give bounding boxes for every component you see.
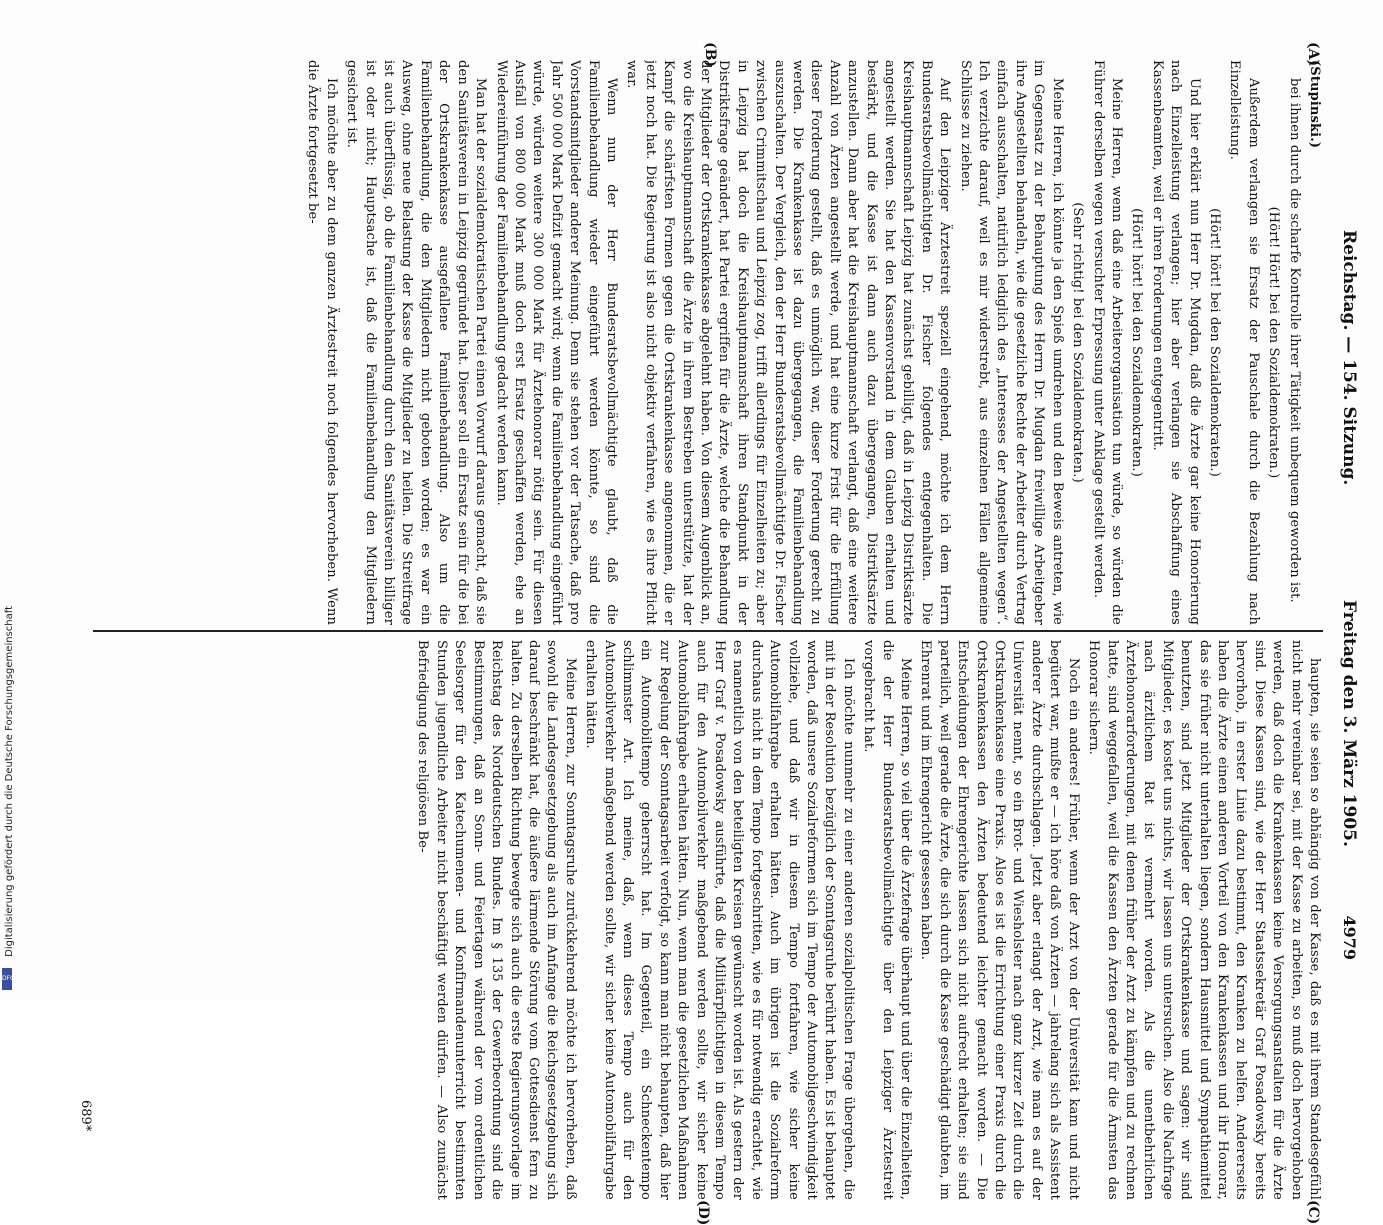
paragraph: Außerdem verlangen sie Ersatz der Pauschale durch die Bezahlung nach Einzelleistung.: [1227, 60, 1261, 625]
paragraph: (Sehr richtig! bei den Sozialdemokraten.): [1070, 202, 1086, 483]
margin-marker-c: (C): [1305, 1200, 1321, 1225]
paragraph: Ich möchte nunmehr zu einer anderen sozialpolitischen Frage übergehen, die mit in der Resolution bezüglich der Sonntagsruhe berührt haben. Es ist behauptet worden, daß unsere Sozialreformen sich im Tempo der Automobilgeschwindigkeit vollziehe, und daß wir in diesem Tempo fortfahren, wie sicher keine Automobilfahrgabe erhalten hätten. Auch im übrigen ist die Sozialreform durchaus nicht in dem Tempo fortgeschritten, wie es für notwendig erachtet, wie es namentlich von den beteiligten Kreisen gewünscht worden ist. Als gestern der Herr Graf v. Posadowsky ausführte, daß die Militärpflichtigen in diesem Tempo auch für den Automobilverkehr maßgebend werden sollte, wir sicher keine Automobilfahrgabe erhalten hätten. Nun, wenn man die gesetzlichen Maßnahmen zur Regelung der Sonntagsarbeit verfolgt, so kann man nicht behaupten, daß hier ein Automobiltempo geherrscht hat. Im Gegenteil, ein Schneckentempo schlimmster Art. Ich meine, daß, wenn dieses Tempo auch für den Automobilverkehr maßgebend werden sollte, wir sicher keine Automobilfahrgabe erhalten hätten.: [583, 640, 856, 1200]
left-text-column: [93, 60, 1323, 625]
margin-marker-d: (D): [695, 1200, 711, 1225]
paragraph: Noch ein anderes! Früher, wenn der Arzt von der Universität kam und nicht begütert war, mußte er — ich höre daß von Ärzten — jahrelang sich als Assistent anderer Ärzte durchschlagen. Jetzt aber erlangt der Arzt, wie man es auf der Universität nennt, so ein Brot- und Wiesholster nach ganz kurzer Zeit durch die Ortskrankenkasse eine Praxis. Also es ist die Errichtung einer Praxis durch die Ortskrankenkassen den Ärzten bedeutend leichter gemacht worden. — Die Entscheidungen der Ehrengerichte lassen sich nicht aufrecht erhalten; sie sind parteilich, weil gerade die Ärzte, die sich durch die Kasse geschädigt glaubten, im Ehrenrat und im Ehrengericht gesessen haben.: [918, 640, 1081, 1200]
digitization-note: Digitalisierung gefördert durch die Deutsche Forschungsgemeinschaft: [4, 606, 15, 957]
paragraph: Ich möchte aber zu dem ganzen Ärztestreit noch folgendes hervorheben. Wenn die Ärzte fortgesetzt be-: [305, 60, 339, 625]
paragraph: Und hier erklärt nun Herr Dr. Mugdan, daß die Ärzte gar keine Honorierung nach Einzelleistung verlangen; hier aber verlangen sie Abschaffung eines Kassenbeamten, weil er ihren Forderungen entgegentritt.: [1149, 60, 1202, 625]
column-divider: [93, 630, 1323, 632]
paragraph: Meine Herren, zur Sonntagsruhe zurückkehrend möchte ich hervorheben, daß sowohl die Landesgesetzgebung als auch im Anfange die Reichsgesetzgebung sich darauf beschränkt hat, die äußere lärmende Störung vom Gottesdienst fern zu halten. Zu derselben Richtung bewegte sich auch die erste Regierungsvorlage im Reichstag des Norddeutschen Bundes. Im § 135 der Gewerbeordnung sind die Bestimmungen, daß an Sonn- und Feiertagen während der vom ordentlichen Seelsorger für den Katechumenen- und Konfirmandenunterricht bestimmten Stunden jugendliche Arbeiter nicht beschäftigt werden dürfen. — Also zunächst Befriedigung des religiösen Be-: [415, 640, 578, 1200]
header-left: Reichstag. — 154. Sitzung.: [1339, 230, 1359, 486]
paragraph: Meine Herren, wenn daß eine Arbeiterorganisation tun würde, so würden die Führer derselben wegen versuchter Erpressung unter Anklage gestellt werden.: [1090, 60, 1124, 625]
paragraph: haupten, sie seien so abhängig von der Kasse, daß es mit ihrem Standesgefühl nicht mehr vereinbar sei, mit der Kasse zu arbeiten, so muß doch hervorgehoben werden, daß doch die Krankenkassen keine Versorgungsanstalten für die Ärzte sind. Diese Kassen sind, wie der Herr Staatssekretär Graf Posadowsky bereits hervorhob, in erster Linie dazu bestimmt, den Kranken zu helfen. Andererseits haben die Ärzte einen anderen Vorteil von den Krankenkassen und ihr Honorar, das sie früher nicht unterhalten liegen, sondern Hausmittel und Sympathiemittel benutzten, sind jetzt Mitglieder der Ortskrankenkasse und sagen: wir sind Mitglieder, es kostet uns nichts, wir lassen uns untersuchen. Also die Nachfrage nach ärztlichem Rat ist vermehrt worden. Als die unentbehrlichen Ärztehonorarforderungen, mit denen früher der Arzt zu kämpfen und zu rechnen hatte, sind weggefallen, weil die Kassen den Ärzten gerade für die Ärmsten das Honorar sichern.: [1086, 640, 1322, 1200]
paragraph: Meine Herren, ich könnte ja den Spieß umdrehen und den Beweis antreten, wie im Gegensatz zu der Behauptung des Herrn Dr. Mugdan freiwillige Arbeitgeber ihre Angestellten behandeln, wie die gesetzliche Rechte der Arbeiter durch Vertrag einfach ausschalten, natürlich lediglich des „Interesses der Angestellten wegen“. Ich verzichte darauf, weil es mir widerstrebt, aus einzelnen Fällen allgemeine Schlüsse zu ziehen.: [957, 60, 1065, 625]
paragraph: (Stupinski.): [1307, 60, 1322, 149]
paragraph: (Hört! hört! bei den Sozialdemokraten.): [1129, 208, 1145, 477]
paragraph: Man hat der sozialdemokratischen Partei einen Vorwurf daraus gemacht, daß sie den Sanitätsverein in Leipzig gegründet hat. Dieser soll ein Ersatz sein für die bei der Ortskrankenkasse ausgefallene Familienbehandlung. Also um die Familienbehandlung, die den Mitgliedern nicht geboten worden; es war ein Ausweg, ohne neue Belastung der Kasse die Mitglieder zu heilen. Die Streitfrage ist auch überflüssig, ob die Familienbehandlung durch den Sanitätsverein billiger ist oder nicht; Hauptsache ist, daß die Familienbehandlung den Mitgliedern gesichert ist.: [344, 60, 489, 625]
paragraph: Auf den Leipziger Ärztestreit speziell eingehend, möchte ich dem Herrn Bundesratsbevollmächtigten Dr. Fischer folgendes entgegenhalten. Die Kreishauptmannschaft Leipzig hat zunächst gebilligt, daß in Leipzig Distriktsärzte angestellt werden. Sie hat den Kassenvorstand in dem Glauben erhalten und bestärkt, und die Kasse ist dann auch dazu übergegangen, Distriktsärzte anzustellen. Dann aber hat die Kreishauptmannschaft verlangt, daß eine weitere Anzahl von Ärzten angestellt werde, und hat eine kurze Frist für die Erfüllung dieser Forderung gestellt, daß es unmöglich war, dieser Forderung gerecht zu werden. Die Krankenkasse ist dazu übergegangen, die Familienbehandlung auszuschalten. Der Vergleich, den der Herr Bundesratsbevollmächtigte Dr. Fischer zwischen Crimmitschau und Leipzig zog, trifft allerdings für Einzelheiten zu; aber in Leipzig hat doch die Kreishauptmannschaft ihren Standpunkt in der Distriktsfrage geändert, hat Partei ergriffen für die Ärzte, welche die Behandlung der Mitglieder der Ortskrankenkasse abgelehnt haben. Von diesem Augenblick an, wo die Kreishauptmannschaft die Ärzte in ihrem Bestreben unterstützte, hat der Kampf die schärfsten Formen gegen die Ortskrankenkasse angenommen, die er jetzt noch hat. Die Regierung ist also nicht objektiv verfahren, wie es ihre Pflicht war.: [624, 60, 953, 625]
dfg-logo: DFG: [2, 968, 12, 990]
paragraph: Meine Herren, so viel über die Ärztefrage überhaupt und über die Einzelheiten, die der Herr Bundesratsbevollmächtigte über den Leipziger Ärztestreit vorgebracht hat.: [861, 640, 914, 1200]
paragraph: (Hört! Hört! bei den Sozialdemokraten.): [1266, 206, 1282, 479]
paragraph: Wenn nun der Herr Bundesratsbevollmächtigte glaubt, daß die Familienbehandlung wieder eingeführt werden könnte, so sind die Vorstandsmitglieder anderer Meinung. Denn sie stehen vor der Tatsache, daß pro Jahr 500 000 Mark Defizit gemacht wird; wenn die Familienbehandlung eingeführt würde, würden weitere 300 000 Mark für Ärztehonorar nötig sein. Für diesen Ausfall von 800 000 Mark muß doch erst Ersatz geschaffen werden, ehe an Wiedereinführung der Familienbehandlung gedacht werden kann.: [493, 60, 619, 625]
right-text-column: [93, 640, 1323, 1200]
margin-marker-a: (A): [1305, 42, 1321, 67]
header-right: Freitag den 3. März 1905.: [1339, 600, 1359, 847]
page-number: 4979: [1340, 915, 1359, 960]
margin-marker-b: (B): [702, 42, 718, 68]
paragraph: (Hört! hört! bei den Sozialdemokraten.): [1206, 208, 1222, 477]
paragraph: bei ihnen durch die scharfe Kontrolle ihrer Tätigkeit unbequem geworden ist.: [1286, 78, 1302, 603]
footer-signature: 689*: [78, 1100, 93, 1132]
page-header: [1325, 40, 1365, 960]
